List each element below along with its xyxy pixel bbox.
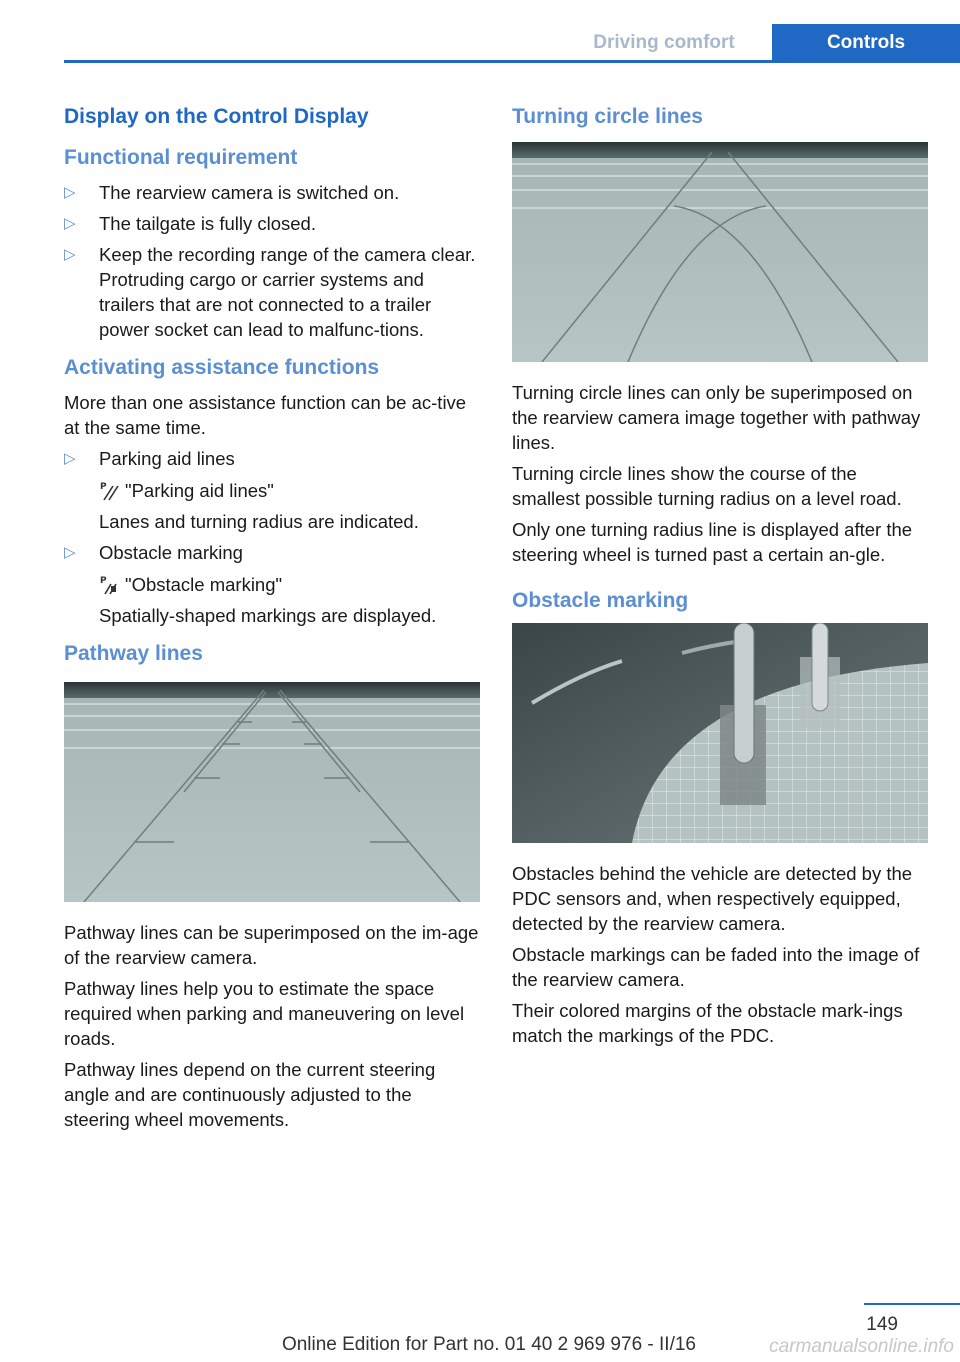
list-item [64, 446, 480, 534]
parking-aid-lines-button-row[interactable] [99, 478, 480, 503]
pathway-paragraph: Pathway lines help you to estimate the space required when parking and maneuvering on level roads. [64, 978, 465, 1049]
pathway-lines-heading: Pathway lines [64, 642, 203, 665]
turning-paragraph: Turning circle lines can only be superimposed on the rearview camera image together with pathway lines. [512, 382, 921, 453]
obstacle-paragraph: Obstacle markings can be faded into the image of the rearview camera. [512, 944, 920, 990]
triangle-bullet-icon: ▷ [64, 450, 76, 467]
triangle-bullet-icon: ▷ [64, 215, 76, 232]
page-number: 149 [866, 1314, 898, 1335]
triangle-bullet-icon: ▷ [64, 184, 76, 201]
triangle-bullet-icon: ▷ [64, 544, 76, 561]
functional-requirement-list [64, 180, 480, 342]
obstacle-marking-icon [99, 574, 121, 596]
turning-paragraph: Only one turning radius line is displayed after the steering wheel is turned past a certain an‐gle. [512, 519, 913, 565]
turning-paragraph: Turning circle lines show the course of the smallest possible turning radius on a level road. [512, 463, 902, 509]
obstacle-paragraph: Obstacles behind the vehicle are detected by the PDC sensors and, when respectively equipped, detected by the rearview camera. [512, 863, 913, 934]
activating-intro: More than one assistance function can be ac‐tive at the same time. [64, 392, 467, 438]
functional-requirement-heading: Functional requirement [64, 146, 298, 169]
obstacle-marking-button-label: "Obstacle marking" [125, 574, 283, 595]
list-item [64, 540, 480, 628]
obstacle-marking-heading: Obstacle marking [512, 589, 689, 612]
pathway-paragraph: Pathway lines depend on the current steering angle and are continuously adjusted to the steering wheel movements. [64, 1059, 436, 1130]
function-description: Lanes and turning radius are indicated. [99, 511, 419, 532]
triangle-bullet-icon: ▷ [64, 246, 76, 263]
list-item: ▷ The rearview camera is switched on. [64, 182, 400, 203]
right-column [512, 100, 928, 1054]
obstacle-paragraph: Their colored margins of the obstacle mark‐ings match the markings of the PDC. [512, 1000, 903, 1046]
page-title: Display on the Control Display [64, 105, 369, 128]
page-header [64, 24, 960, 62]
function-description: Spatially-shaped markings are displayed. [99, 605, 437, 626]
pathway-paragraph: Pathway lines can be superimposed on the im‐age of the rearview camera. [64, 922, 479, 968]
pathway-lines-image [64, 682, 480, 902]
turning-circle-heading: Turning circle lines [512, 105, 703, 128]
edition-footer: Online Edition for Part no. 01 40 2 969 976 - II/16 [281, 1334, 696, 1355]
activating-heading: Activating assistance functions [64, 356, 380, 379]
chapter-tab: Controls [772, 24, 960, 62]
footer-divider [864, 1303, 960, 1305]
section-label: Driving comfort [556, 24, 772, 62]
parking-aid-lines-button-label: "Parking aid lines" [125, 480, 274, 501]
list-item: ▷ The tailgate is fully closed. [64, 213, 316, 234]
watermark: carmanualsonline.info [769, 1336, 954, 1357]
obstacle-marking-button-row[interactable] [99, 572, 480, 597]
header-divider [64, 60, 960, 63]
function-label: Obstacle marking [99, 542, 243, 563]
svg-text:P: P [100, 481, 107, 492]
obstacle-marking-image [512, 623, 928, 843]
function-label: Parking aid lines [99, 448, 235, 469]
turning-circle-lines-image [512, 142, 928, 362]
svg-text:P: P [100, 575, 107, 586]
list-item: ▷ Keep the recording range of the camera clear. Protruding cargo or carrier systems and trailers that are not connected to a trailer power socket can lead to malfunc‐tions. [64, 244, 476, 340]
assistance-functions-list [64, 446, 480, 628]
parking-aid-lines-icon [99, 480, 121, 502]
left-column [64, 100, 480, 1138]
